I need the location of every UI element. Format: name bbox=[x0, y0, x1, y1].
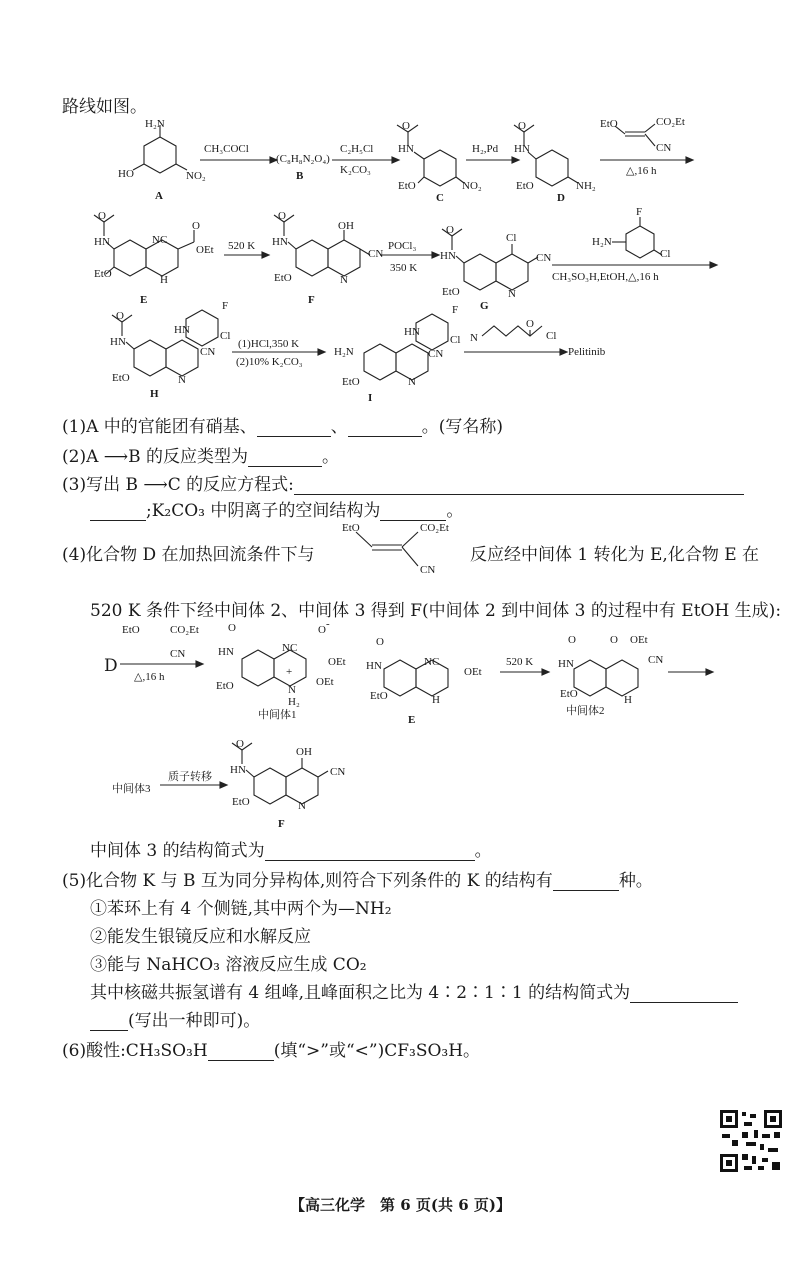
formula-B: (C₈H₈N₂O₄) bbox=[276, 153, 330, 165]
atom-EtO-int2: EtO bbox=[560, 688, 578, 700]
reagent-h2pd: H₂,Pd bbox=[472, 143, 499, 155]
label-C: C bbox=[436, 192, 444, 204]
atom-H-E3: H bbox=[432, 694, 440, 706]
question-3-line2 bbox=[90, 496, 463, 521]
q5-condition-1: ①苯环上有 4 个侧链,其中两个为—NH₂ bbox=[90, 899, 392, 919]
ring-F-a bbox=[296, 240, 328, 276]
atom-NC-E3: NC bbox=[424, 656, 440, 668]
question-6 bbox=[62, 1036, 480, 1061]
reagent-ch3so3h: CH₃SO₃H,EtOH,△,16 h bbox=[552, 271, 659, 283]
q2-text: (2)A ⟶B 的反应类型为 bbox=[62, 447, 249, 467]
atom-NH2-D: NH₂ bbox=[576, 180, 596, 192]
atom-NH-E: H bbox=[160, 274, 168, 286]
q5-end: 种。 bbox=[618, 871, 653, 891]
atom-N-H: N bbox=[178, 374, 186, 386]
ring-A bbox=[144, 137, 176, 173]
atom-O-F: O bbox=[278, 210, 286, 222]
reagent-520k: 520 K bbox=[228, 240, 256, 252]
atom-HN-int1: HN bbox=[218, 646, 234, 658]
atom-HN-H2: HN bbox=[174, 324, 190, 336]
atom-HN-F2: HN bbox=[230, 764, 246, 776]
ring-int1E-a bbox=[384, 660, 416, 696]
ring-I-a bbox=[364, 344, 396, 380]
reagent-pocl3: POCl₃ bbox=[388, 240, 417, 252]
q5-condition-2: ②能发生银镜反应和水解反应 bbox=[90, 927, 311, 947]
q3-blank-anion[interactable] bbox=[380, 504, 446, 521]
question-4-post: 反应经中间体 1 转化为 E,化合物 E 在 bbox=[470, 545, 760, 565]
atom-F-reagent: F bbox=[636, 206, 643, 218]
q1-blank-2[interactable] bbox=[348, 420, 422, 437]
reagent-350k: 350 K bbox=[390, 262, 418, 274]
ring-H-c bbox=[186, 310, 218, 346]
ring-F-b bbox=[328, 240, 360, 276]
q1-blank-1[interactable] bbox=[257, 420, 331, 437]
atom-O-E2: O bbox=[192, 220, 200, 232]
ring-F2-a bbox=[254, 768, 286, 804]
q4-end: 。 bbox=[474, 841, 492, 861]
atom-CN-reagent: CN bbox=[656, 142, 672, 154]
q5-text: (5)化合物 K 与 B 互为同分异构体,则符合下列条件的 K 的结构有 bbox=[62, 871, 553, 891]
atom-N-F2: N bbox=[298, 800, 306, 812]
ring-E-a bbox=[114, 240, 146, 276]
q5-blank-count[interactable] bbox=[553, 874, 619, 891]
q5-nmr-text: 其中核磁共振氢谱有 4 组峰,且峰面积之比为 4∶2∶1∶1 的结构简式为 bbox=[90, 983, 631, 1003]
atom-EtO-mech: EtO bbox=[122, 624, 140, 636]
label-int2: 中间体2 bbox=[566, 705, 605, 717]
q1-sep: 、 bbox=[330, 417, 348, 437]
ring-F2-b bbox=[286, 768, 318, 804]
atom-EtO-G: EtO bbox=[442, 286, 460, 298]
label-A: A bbox=[155, 190, 163, 202]
q5-blank-structure-cont[interactable] bbox=[90, 1014, 128, 1031]
reagent-cond-16h: △,16 h bbox=[626, 165, 657, 177]
ring-D bbox=[536, 150, 568, 186]
atom-CN-F2: CN bbox=[330, 766, 346, 778]
atom-minusO-int2: O bbox=[610, 634, 618, 646]
atom-HN-D: HN bbox=[514, 143, 530, 155]
atom-CN-F: CN bbox=[368, 248, 384, 260]
q3-end: 。 bbox=[446, 501, 464, 521]
atom-plus-int1: + bbox=[286, 666, 293, 678]
question-4-ask bbox=[90, 836, 492, 861]
atom-EtO-E: EtO bbox=[94, 268, 112, 280]
label-F2: F bbox=[278, 818, 285, 830]
question-1 bbox=[62, 412, 503, 437]
q2-end: 。 bbox=[322, 447, 340, 467]
reagent-ch3cocl: CH₃COCl bbox=[204, 143, 249, 155]
atom-HN-C: HN bbox=[398, 143, 414, 155]
atom-H2-int1: H₂ bbox=[288, 696, 300, 708]
atom-minus-int1: - bbox=[326, 618, 330, 630]
ring-I-b bbox=[396, 344, 428, 380]
atom-N-int1: N bbox=[288, 684, 296, 696]
label-G: G bbox=[480, 300, 489, 312]
ring-H-b bbox=[166, 340, 198, 376]
q6-pre: (6)酸性:CH₃SO₃H bbox=[62, 1041, 208, 1061]
atom-OEt-E3: OEt bbox=[464, 666, 482, 678]
atom-O-E: O bbox=[98, 210, 106, 222]
atom-OH-F: OH bbox=[338, 220, 354, 232]
question-4-line2: 520 K 条件下经中间体 2、中间体 3 得到 F(中间体 2 到中间体 3 的过程中有 EtOH 生成): bbox=[90, 601, 782, 621]
mech-D: D bbox=[104, 656, 118, 676]
atom-Cl-H: Cl bbox=[220, 330, 231, 342]
atom-N-I: N bbox=[408, 376, 416, 388]
ring-int2-a bbox=[574, 660, 606, 696]
label-E: E bbox=[140, 294, 148, 306]
q4-ask-text: 中间体 3 的结构简式为 bbox=[90, 841, 265, 861]
atom-HN-int2: HN bbox=[558, 658, 574, 670]
atom-F-H: F bbox=[222, 300, 229, 312]
atom-N-reagent: N bbox=[470, 332, 478, 344]
qr-code bbox=[718, 1108, 784, 1174]
q5-blank-structure[interactable] bbox=[630, 986, 738, 1003]
label-int1: 中间体1 bbox=[258, 709, 297, 721]
atom-OEt-E: OEt bbox=[196, 244, 214, 256]
question-3 bbox=[62, 470, 744, 495]
atom-NO2-C: NO₂ bbox=[462, 180, 482, 192]
q5-condition-3: ③能与 NaHCO₃ 溶液反应生成 CO₂ bbox=[90, 955, 367, 975]
atom-F-I: F bbox=[452, 304, 459, 316]
atom-O-C: O bbox=[402, 120, 410, 132]
atom-O-int1: O bbox=[228, 622, 236, 634]
atom-O-D: O bbox=[518, 120, 526, 132]
atom-EtO-int1: EtO bbox=[216, 680, 234, 692]
atom-H2N-reagent: H₂N bbox=[592, 236, 612, 248]
reagent-k2co3-10: (2)10% K₂CO₃ bbox=[236, 356, 303, 368]
q5-nmr2-text: (写出一种即可)。 bbox=[128, 1011, 261, 1031]
q4-blank[interactable] bbox=[265, 844, 475, 861]
q5-nmr-line2 bbox=[90, 1006, 260, 1031]
atom-EtO-E3: EtO bbox=[370, 690, 388, 702]
atom-H2N: H₂N bbox=[145, 118, 165, 130]
reagent-k2co3: K₂CO₃ bbox=[340, 164, 371, 176]
atom-HN-G: HN bbox=[440, 250, 456, 262]
atom-N-F: N bbox=[340, 274, 348, 286]
q6-mid: (填“>”或“<”)CF₃SO₃H。 bbox=[273, 1041, 481, 1061]
atom-O-H: O bbox=[116, 310, 124, 322]
atom-CO2Et-q4: CO₂Et bbox=[420, 522, 449, 534]
label-E3: E bbox=[408, 714, 416, 726]
atom-CN-mech: CN bbox=[170, 648, 186, 660]
q6-blank[interactable] bbox=[208, 1044, 274, 1061]
intro-text: 路线如图。 bbox=[62, 97, 147, 117]
reagent-c2h5cl: C₂H₅Cl bbox=[340, 143, 374, 155]
atom-CO2Et-mech: CO₂Et bbox=[170, 624, 199, 636]
atom-N-G: N bbox=[508, 288, 516, 300]
page-footer: 【高三化学 第 6 页(共 6 页)】 bbox=[290, 1196, 511, 1214]
question-4-pre: (4)化合物 D 在加热回流条件下与 bbox=[62, 545, 315, 565]
mech-transfer: 质子转移 bbox=[168, 771, 212, 783]
atom-HN-H: HN bbox=[110, 336, 126, 348]
atom-HN-E: HN bbox=[94, 236, 110, 248]
atom-Cl-reagent2: Cl bbox=[546, 330, 557, 342]
ring-C bbox=[424, 150, 456, 186]
atom-OH-F2: OH bbox=[296, 746, 312, 758]
q3-line2: ;K₂CO₃ 中阴离子的空间结构为 bbox=[146, 501, 381, 521]
atom-EtO-q4: EtO bbox=[342, 522, 360, 534]
atom-Cl-G: Cl bbox=[506, 232, 517, 244]
atom-EtO-H: EtO bbox=[112, 372, 130, 384]
q1-text: (1)A 中的官能团有硝基、 bbox=[62, 417, 257, 437]
question-2 bbox=[62, 442, 339, 467]
q1-end: 。(写名称) bbox=[421, 417, 504, 437]
atom-H2N-I: H₂N bbox=[334, 346, 354, 358]
atom-minusO-int1: O bbox=[318, 624, 326, 636]
atom-O-int2: O bbox=[568, 634, 576, 646]
atom-NO2: NO₂ bbox=[186, 170, 206, 182]
label-B: B bbox=[296, 170, 304, 182]
atom-O-G: O bbox=[446, 224, 454, 236]
atom-HN-E3: HN bbox=[366, 660, 382, 672]
atom-CN-I: CN bbox=[428, 348, 444, 360]
atom-HN-F: HN bbox=[272, 236, 288, 248]
q5-nmr bbox=[90, 978, 738, 1003]
question-5 bbox=[62, 866, 653, 891]
mech-cond: △,16 h bbox=[134, 671, 165, 683]
atom-CN-G: CN bbox=[536, 252, 552, 264]
q3-blank-equation-cont[interactable] bbox=[90, 504, 146, 521]
label-F: F bbox=[308, 294, 315, 306]
atom-Cl-I: Cl bbox=[450, 334, 461, 346]
label-H: H bbox=[150, 388, 159, 400]
atom-CO2Et-reagent: CO₂Et bbox=[656, 116, 685, 128]
atom-O-F2: O bbox=[236, 738, 244, 750]
ring-H-a bbox=[134, 340, 166, 376]
atom-EtO-D: EtO bbox=[516, 180, 534, 192]
atom-OEt-int1: OEt bbox=[328, 656, 346, 668]
atom-HN-I: HN bbox=[404, 326, 420, 338]
atom-EtO-I: EtO bbox=[342, 376, 360, 388]
atom-CN-int2: CN bbox=[648, 654, 664, 666]
atom-H-int2: H bbox=[624, 694, 632, 706]
label-int3: 中间体3 bbox=[112, 783, 151, 795]
atom-EtO-reagent: EtO bbox=[600, 118, 618, 130]
atom-CN-H: CN bbox=[200, 346, 216, 358]
atom-NC-E: NC bbox=[152, 234, 168, 246]
q3-text: (3)写出 B ⟶C 的反应方程式: bbox=[62, 475, 294, 495]
ring-I-c bbox=[416, 314, 448, 350]
ring-G-b bbox=[496, 254, 528, 290]
atom-EtO-C: EtO bbox=[398, 180, 416, 192]
atom-O-E3: O bbox=[376, 636, 384, 648]
atom-EtO-F: EtO bbox=[274, 272, 292, 284]
ring-int2-b bbox=[606, 660, 638, 696]
ring-G-a bbox=[464, 254, 496, 290]
atom-HO: HO bbox=[118, 168, 134, 180]
q2-blank[interactable] bbox=[248, 450, 322, 467]
mech-520k: 520 K bbox=[506, 656, 534, 668]
ring-aniline bbox=[626, 226, 654, 258]
atom-OEt-int1b: OEt bbox=[316, 676, 334, 688]
atom-OEt-int2: OEt bbox=[630, 634, 648, 646]
reagent-hcl: (1)HCl,350 K bbox=[238, 338, 300, 350]
atom-O-reagent: O bbox=[526, 318, 534, 330]
atom-NC-int1: NC bbox=[282, 642, 298, 654]
atom-Cl-reagent: Cl bbox=[660, 248, 671, 260]
atom-CN-q4: CN bbox=[420, 564, 436, 576]
label-I: I bbox=[368, 392, 373, 404]
ring-int1-a bbox=[242, 650, 274, 686]
atom-EtO-F2: EtO bbox=[232, 796, 250, 808]
label-D: D bbox=[557, 192, 565, 204]
q3-blank-equation[interactable] bbox=[294, 478, 744, 495]
product-pelitinib: Pelitinib bbox=[568, 346, 606, 358]
